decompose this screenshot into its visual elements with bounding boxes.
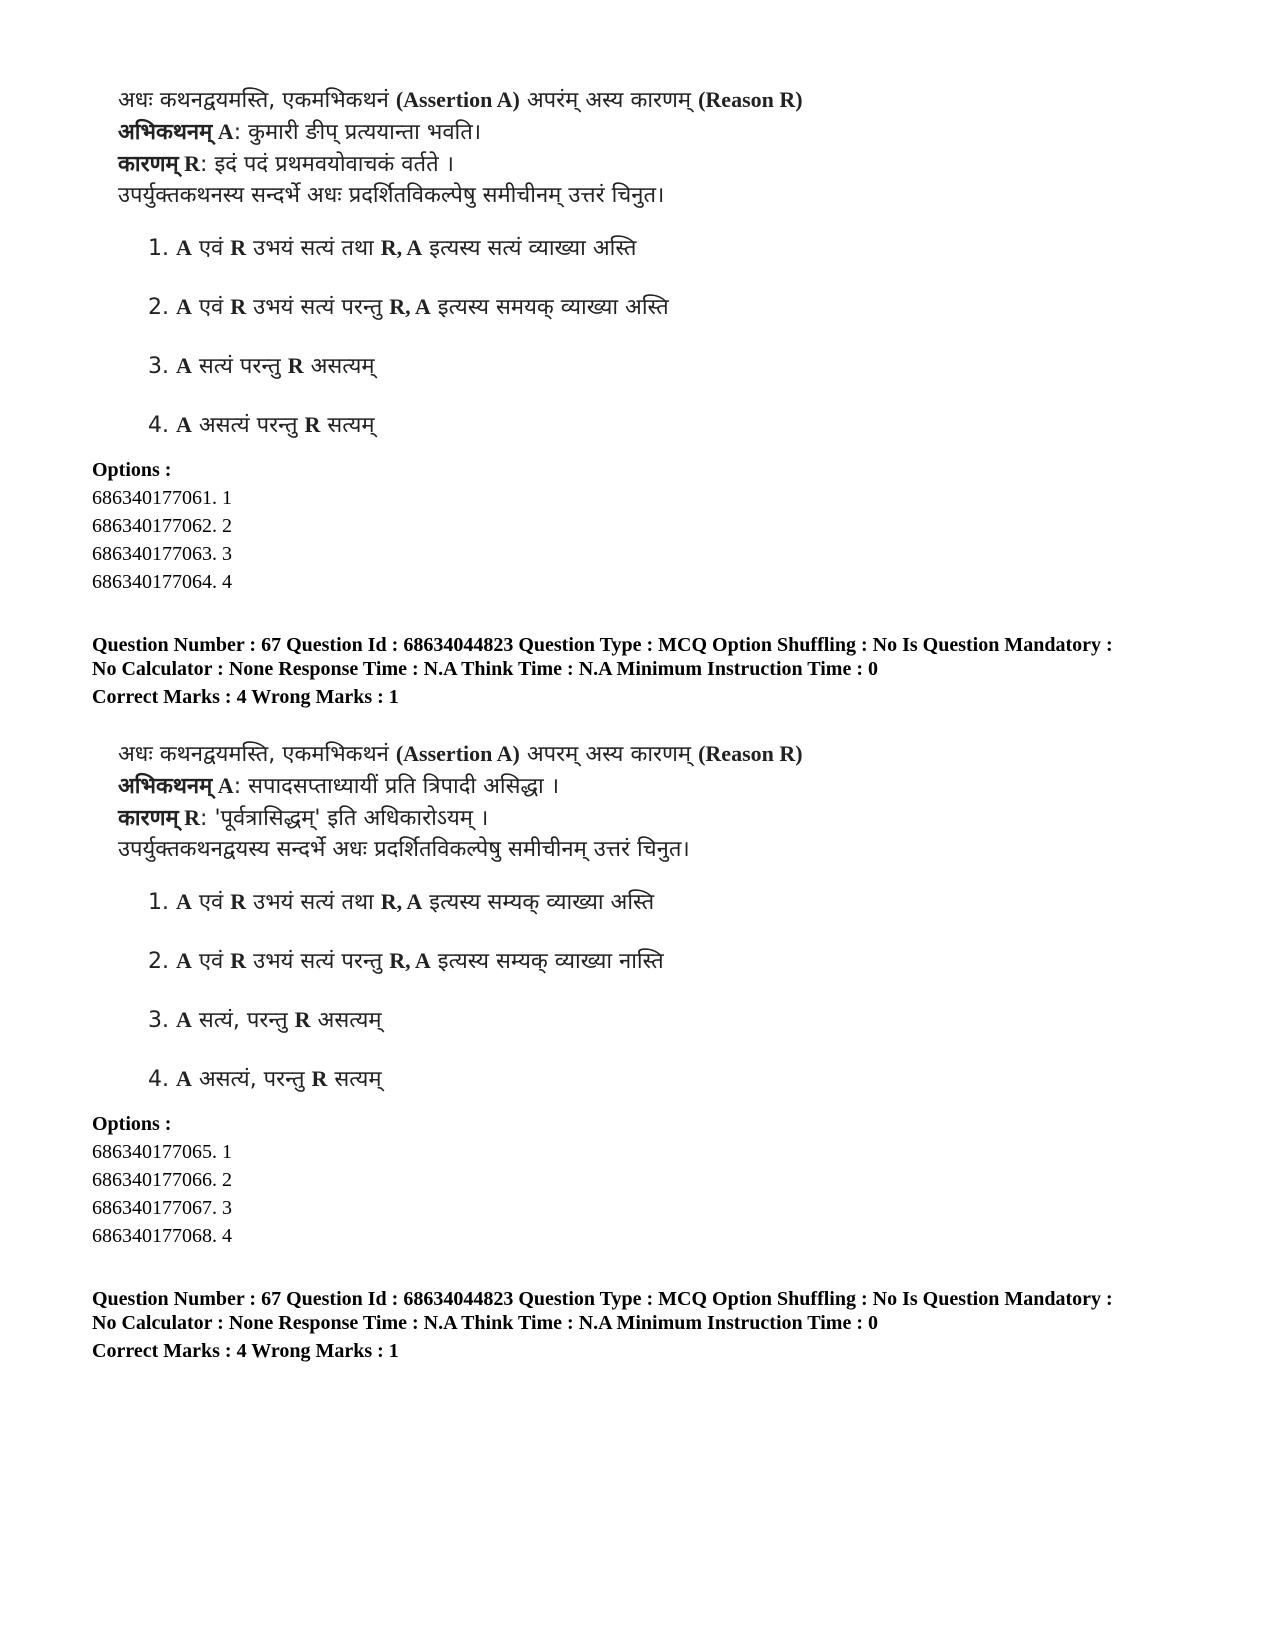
question-meta-2 <box>92 1287 1212 1363</box>
reason-line: कारणम् R: 'पूर्वत्रासिद्धम्' इति अधिकारोऽयम् । <box>118 805 489 831</box>
choice-item: 3. A सत्यं, परन्तु R असत्यम् <box>148 1007 382 1033</box>
option-id: 686340177061. 1 <box>92 487 232 509</box>
option-id: 686340177062. 2 <box>92 515 232 537</box>
options-block-2 <box>92 1110 232 1250</box>
option-id: 686340177063. 3 <box>92 543 232 565</box>
question-meta-1 <box>92 633 1212 709</box>
choice-item: 2. A एवं R उभयं सत्यं परन्तु R, A इत्यस्य सम्यक् व्याख्या नास्ति <box>148 948 664 974</box>
choice-item: 2. A एवं R उभयं सत्यं परन्तु R, A इत्यस्य समयक् व्याख्या अस्ति <box>148 294 669 320</box>
choice-list <box>118 887 803 1095</box>
option-id: 686340177068. 4 <box>92 1225 232 1247</box>
options-label: Options : <box>92 1113 172 1135</box>
question-intro: अधः कथनद्वयमस्ति, एकमभिकथनं (Assertion A) अपरंम् अस्य कारणम् (Reason R) <box>118 87 803 113</box>
question-intro: अधः कथनद्वयमस्ति, एकमभिकथनं (Assertion A) अपरम् अस्य कारणम् (Reason R) <box>118 741 803 767</box>
question-2-body <box>118 738 803 1123</box>
choice-item: 4. A असत्यं, परन्तु R सत्यम् <box>148 1066 382 1092</box>
choice-item: 1. A एवं R उभयं सत्यं तथा R, A इत्यस्य सम्यक् व्याख्या अस्ति <box>148 889 655 915</box>
choice-item: 1. A एवं R उभयं सत्यं तथा R, A इत्यस्य सत्यं व्याख्या अस्ति <box>148 235 637 261</box>
meta-line: Correct Marks : 4 Wrong Marks : 1 <box>92 686 399 708</box>
meta-line: Correct Marks : 4 Wrong Marks : 1 <box>92 1340 399 1362</box>
meta-line: No Calculator : None Response Time : N.A Think Time : N.A Minimum Instruction Time : 0 <box>92 658 878 680</box>
option-id: 686340177067. 3 <box>92 1197 232 1219</box>
choice-item: 4. A असत्यं परन्तु R सत्यम् <box>148 412 375 438</box>
options-block-1 <box>92 456 232 596</box>
instruction-line: उपर्युक्तकथनस्य सन्दर्भे अधः प्रदर्शितविकल्पेषु समीचीनम् उत्तरं चिनुत। <box>118 183 665 208</box>
choice-item: 3. A सत्यं परन्तु R असत्यम् <box>148 353 375 379</box>
option-id: 686340177064. 4 <box>92 571 232 593</box>
question-1-body <box>118 84 803 469</box>
options-label: Options : <box>92 459 172 481</box>
instruction-line: उपर्युक्तकथनद्वयस्य सन्दर्भे अधः प्रदर्शितविकल्पेषु समीचीनम् उत्तरं चिनुत। <box>118 837 690 862</box>
meta-line: Question Number : 67 Question Id : 68634044823 Question Type : MCQ Option Shuffling : No Is Question Mandatory : <box>92 634 1113 656</box>
option-id: 686340177065. 1 <box>92 1141 232 1163</box>
assertion-line: अभिकथनम् A: सपादसप्ताध्यायीं प्रति त्रिपादी असिद्धा । <box>118 773 560 799</box>
meta-line: Question Number : 67 Question Id : 68634044823 Question Type : MCQ Option Shuffling : No Is Question Mandatory : <box>92 1288 1113 1310</box>
reason-line: कारणम् R: इदं पदं प्रथमवयोवाचकं वर्तते । <box>118 151 454 177</box>
option-id: 686340177066. 2 <box>92 1169 232 1191</box>
assertion-line: अभिकथनम् A: कुमारी ङीप् प्रत्ययान्ता भवति। <box>118 119 482 145</box>
choice-list <box>118 233 803 441</box>
meta-line: No Calculator : None Response Time : N.A Think Time : N.A Minimum Instruction Time : 0 <box>92 1312 878 1334</box>
